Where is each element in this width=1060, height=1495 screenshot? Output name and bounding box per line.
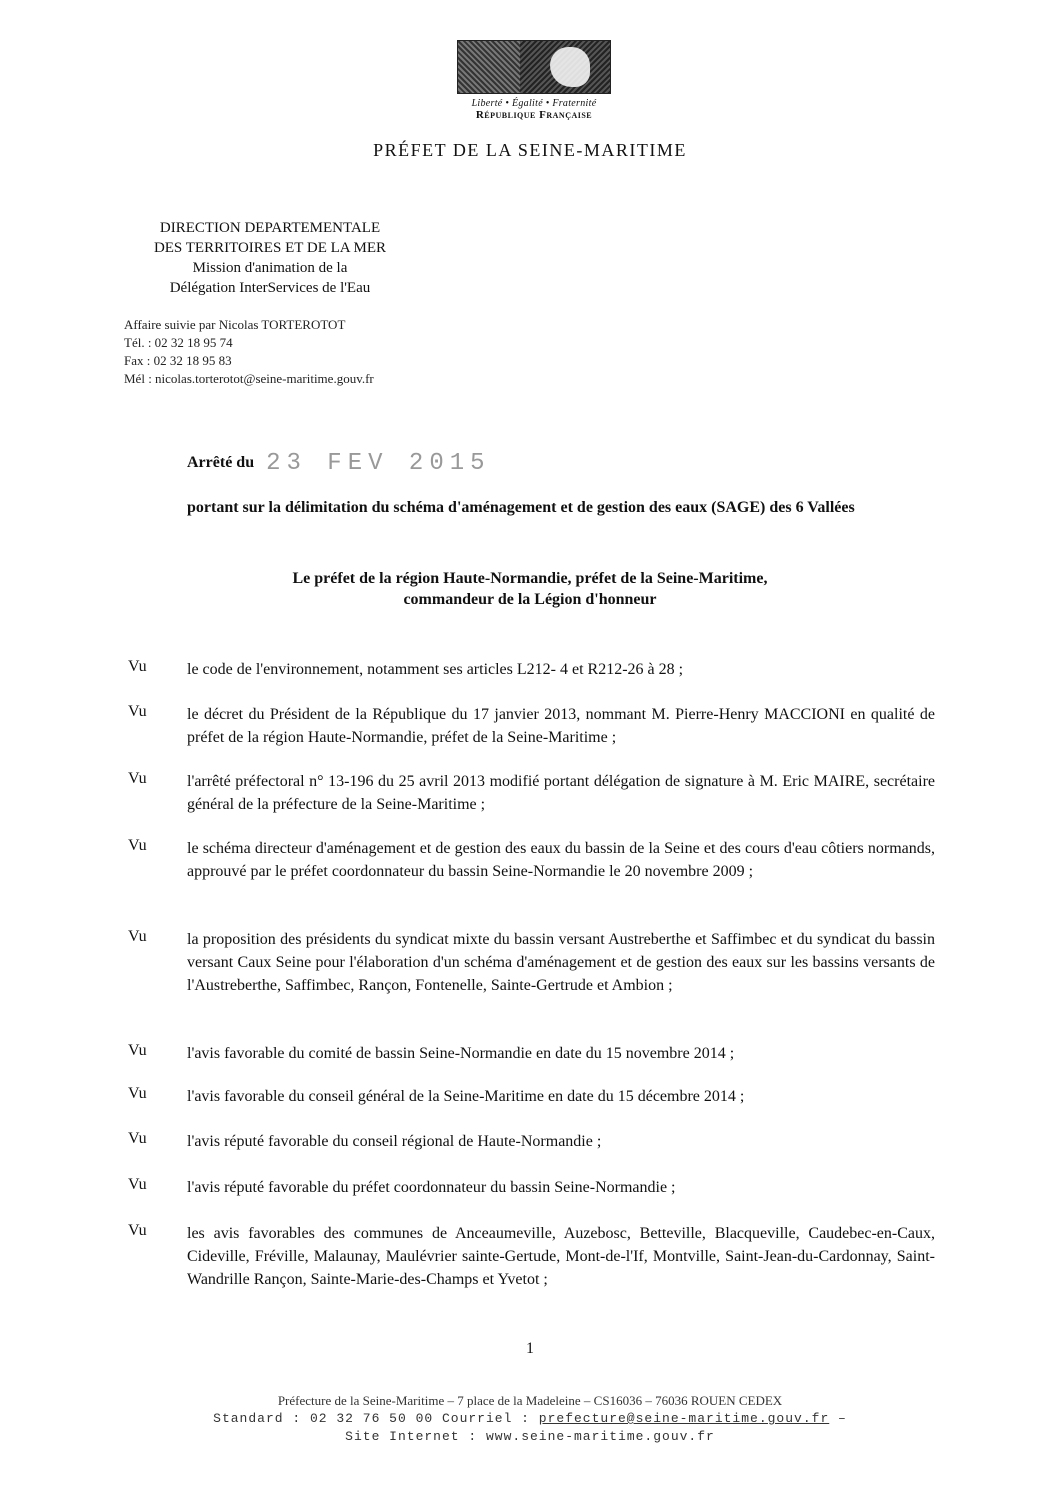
vu-item: la proposition des présidents du syndicat mixte du bassin versant Austreberthe et Saffimbec et du syndicat du bassin versant Caux Seine pour l'élaboration d'un schéma d'aménagement et de gestion des eaux sur les bassins versants de l'Austreberthe, Saffimbec, Rançon, Fontenelle, Sainte-Gertrude et Ambion ; [187,931,935,994]
page-number: 1 [526,1340,534,1357]
vu-item: l'avis favorable du comité de bassin Seine-Normandie en date du 15 novembre 2014 ; [187,1045,735,1062]
vu-label: Vu [128,770,147,787]
prefet-line: Le préfet de la région Haute-Normandie, préfet de la Seine-Maritime, [292,570,768,587]
vu-label: Vu [128,1176,147,1193]
arrete-objet: portant sur la délimitation du schéma d'aménagement et de gestion des eaux (SAGE) des 6 Vallées [187,499,855,516]
republique-francaise: République Française [475,109,593,121]
republique-logo-block [454,40,614,121]
vu-label: Vu [128,658,147,675]
footer-address: Préfecture de la Seine-Maritime – 7 place de la Madeleine – CS16036 – 76036 ROUEN CEDEX [277,1393,783,1408]
vu-label: Vu [128,1130,147,1147]
footer-site[interactable]: Site Internet : www.seine-maritime.gouv.fr [345,1429,715,1444]
prefet-block [0,568,1060,610]
prefet-line: commandeur de la Légion d'honneur [403,591,657,608]
arrete-label: Arrêté du [187,454,255,471]
vu-item: le code de l'environnement, notamment ses articles L212- 4 et R212-26 à 28 ; [187,661,684,678]
vu-item: l'avis réputé favorable du préfet coordonnateur du bassin Seine-Normandie ; [187,1179,676,1196]
contact-fax: Fax : 02 32 18 95 83 [124,353,232,368]
footer [0,1392,1060,1446]
vu-item: l'avis favorable du conseil général de la Seine-Maritime en date du 15 décembre 2014 ; [187,1088,745,1105]
contact-tel: Tél. : 02 32 18 95 74 [124,335,233,350]
vu-label: Vu [128,928,147,945]
direction-line: DES TERRITOIRES ET DE LA MER [153,240,387,256]
marianne-logo [457,40,611,94]
direction-line: DIRECTION DEPARTEMENTALE [159,220,381,236]
footer-standard: Standard : 02 32 76 50 00 Courriel : [213,1411,539,1426]
direction-line: Mission d'animation de la [192,260,348,276]
direction-line: Délégation InterServices de l'Eau [169,280,371,296]
vu-label: Vu [128,1085,147,1102]
vu-item: le schéma directeur d'aménagement et de gestion des eaux du bassin de la Seine et des cours d'eau côtiers normands, approuvé par le préfet coordonnateur du bassin Seine-Normandie le 20 novembre 2009 ; [187,840,935,880]
footer-dash: – [829,1411,847,1426]
vu-label: Vu [128,837,147,854]
date-stamp: 23 FEV 2015 [266,450,491,477]
direction-block [120,218,420,298]
motto: Liberté • Égalité • Fraternité [471,98,597,109]
contact-block [124,316,374,388]
arrete-heading [187,450,491,477]
contact-mel: Mél : nicolas.torterotot@seine-maritime.gouv.fr [124,371,374,386]
vu-label: Vu [128,1222,147,1239]
vu-item: les avis favorables des communes de Anceaumeville, Auzebosc, Betteville, Blacqueville, Caudebec-en-Caux, Cideville, Fréville, Malaunay, Maulévrier sainte-Gertude, Mont-de-l'If, Montville, Saint-Jean-du-Cardonnay, Saint-Wandrille Rançon, Sainte-Marie-des-Champs et Yvetot ; [187,1225,935,1288]
contact-affaire: Affaire suivie par Nicolas TORTEROTOT [124,317,346,332]
vu-label: Vu [128,1042,147,1059]
vu-item: le décret du Président de la République du 17 janvier 2013, nommant M. Pierre-Henry MACCIONI en qualité de préfet de la région Haute-Normandie, préfet de la Seine-Maritime ; [187,706,935,746]
footer-email-link[interactable]: prefecture@seine-maritime.gouv.fr [538,1411,830,1426]
vu-label: Vu [128,703,147,720]
vu-item: l'avis réputé favorable du conseil régional de Haute-Normandie ; [187,1133,602,1150]
footer-standard-line [0,1410,1060,1428]
prefet-title: PRÉFET DE LA SEINE-MARITIME [373,140,687,160]
vu-item: l'arrêté préfectoral n° 13-196 du 25 avril 2013 modifié portant délégation de signature à M. Eric MAIRE, secrétaire général de la préfecture de la Seine-Maritime ; [187,773,935,813]
